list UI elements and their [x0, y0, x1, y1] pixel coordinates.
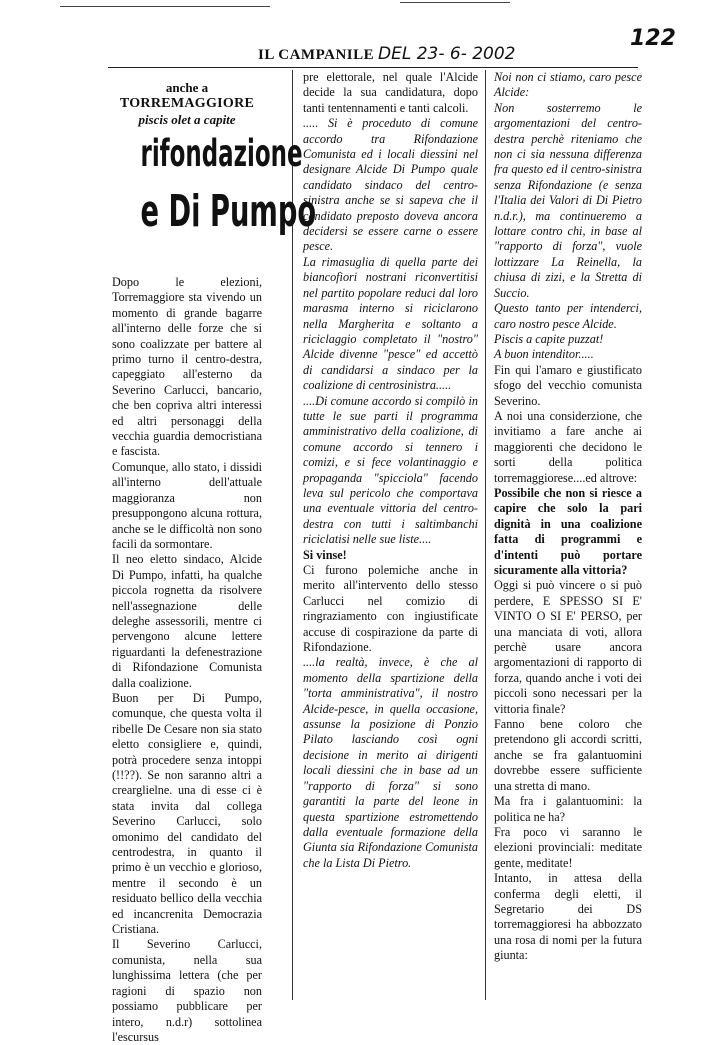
paragraph: Il neo eletto sindaco, Alcide Di Pumpo, infatti, ha qualche piccola rognetta da risolvere nell'assegnazione delle deleghe assessorili, mentre ci pervengono alcune lettere riguardanti la defenestrazione di Rifondazione Comunista dalla coalizione. — [112, 552, 262, 690]
quote-exclamation: Si vinse! — [303, 547, 347, 562]
headline-location: TORREMAGGIORE — [119, 96, 255, 111]
paragraph: Ci furono polemiche anche in merito all'intervento dello stesso Carlucci nel comizio di ringraziamento con ingiustificate accuse di cospirazione da parte di Rifondazione. — [303, 563, 478, 655]
quote-paragraph: ..... Si è proceduto di comune accordo tra Rifondazione Comunista ed i locali diessini nel designare Alcide Di Pumpo quale candidato sindaco del centro-sinistra anche se si sapeva che il candidato preposto doveva ancora decidersi se essere carne o essere pesce. — [303, 116, 478, 254]
headline-title-line2: e Di Pumpo — [140, 186, 317, 237]
paragraph: Fanno bene coloro che pretendono gli accordi scritti, anche se fra galantuomini dovrebbe essere sufficiente una stretta di mano. — [494, 717, 642, 793]
headline-subtitle: piscis olet a capite — [138, 112, 236, 127]
quote-paragraph: ....Di comune accordo si compilò in tutte le sue parti il programma amministrativo della coalizione, di comune accordo si tennero i comizi, e si fece volantinaggio e propaganda "spicciola" facendo leva sul pericolo che comportava una eventuale vittoria del centro-destra con tutti i saltimbanchi riciclatisi nelle sue liste.... — [303, 393, 478, 547]
headline-title-line1: rifondazione — [140, 132, 303, 175]
paragraph: Fra poco vi saranno le elezioni provinciali: meditate gente, meditate! — [494, 824, 642, 870]
quote-paragraph: Non sosterremo le argomentazioni del centro-destra perchè riteniamo che non ci sia nessuna differenza fra questo ed il centro-sinistra senza Rifondazione (e senza l'Italia dei Valori di Di Pietro n.d.r.), ma continueremo a lottare contro chi, in base al "rapporto di forza", vuole lottizzare La Reinella, la chiusa di zizi, e la Stretta di Succio. — [494, 100, 642, 300]
paragraph: Comunque, allo stato, i dissidi all'interno dell'attuale maggioranza non presuppongono alcuna rottura, anche se le difficoltà non sono facili da sormontare. — [112, 459, 262, 551]
quote-paragraph: ....la realtà, invece, è che al momento della spartizione della "torta amministrativa", il nostro Alcide-pesce, in quella occasione, assunse la posizione di Ponzio Pilato lasciando così ogni decisione in merito ai dirigenti locali diessini che in base ad un "rapporto di forza" si sono garantiti la parte del leone in questa spartizione estromettendo dalla eventuale formazione della Giunta sia Rifondazione Comunista che la Lista Di Pietro. — [303, 655, 478, 870]
paragraph: Buon per Di Pumpo, comunque, che questa volta il ribelle De Cesare non sia stato eletto consigliere e, quindi, potrà procedere senza intoppi (!!??). Se non saranno altri a crearglielne. una di esse ci è stata invita dal collega Severino Carlucci, solo omonimo del candidato del centrodestra, in quanto il primo è un vecchio e glorioso, mentre il secondo è un residuato bellico della vecchia ed incancrenita Democrazia Cristiana. — [112, 690, 262, 937]
paragraph: Intanto, in attesa della conferma degli eletti, il Segretario dei DS torremaggioresi ha abbozzato una rosa di nomi per la futura giunta: — [494, 871, 642, 963]
headline-kicker: anche a — [165, 80, 209, 95]
paragraph: A noi una considerzione, che invitiamo a fare anche ai maggiorenti che decidono le sorti della politica torremaggiorese....ed altrove: — [494, 408, 642, 485]
paragraph: Dopo le elezioni, Torremaggiore sta vivendo un momento di grande bagarre all'interno delle forze che si sono coalizzate per battere al primo turno il centro-destra, capeggiato all'esterno da Severino Carlucci, bancario, che ben copriva altri interessi ed altri personaggi della vecchia guardia democristiana e fascista. — [112, 275, 262, 459]
bold-paragraph: Possibile che non si riesce a capire che solo la pari dignità in una coalizione fatta di programmi e d'intenti può portare sicuramente alla vittoria? — [494, 485, 642, 577]
article-column-1 — [112, 275, 262, 1045]
paragraph: pre elettorale, nel quale l'Alcide decide la sua candidatura, dopo tanti tentennamenti e tanti calcoli. — [303, 70, 478, 115]
paragraph: Il Severino Carlucci, comunista, nella sua lunghissima lettera (che per ragioni di spazio non possiamo pubblicare per intero, n.d.r) sottolinea l'escursus — [112, 937, 262, 1044]
article-column-3 — [494, 70, 642, 964]
handwritten-date: DEL 23- 6- 2002 — [378, 44, 516, 64]
paragraph: Oggi si può vincere o si può perdere, E SPESSO SI E' VINTO O SI E' PERSO, per una manciata di voti, allora perchè usare ancora argomentazioni di rapporto di forza, quando anche i voti dei piccoli sono necessari per la vittoria finale? — [494, 578, 642, 716]
quote-paragraph: A buon intenditor..... — [494, 347, 594, 362]
newspaper-masthead: IL CAMPANILE — [258, 47, 375, 63]
paragraph: Ma fra i galantuomini: la politica ne ha? — [494, 794, 642, 824]
article-column-2 — [303, 70, 478, 871]
scan-top-line-right — [400, 2, 510, 3]
quote-paragraph: La rimasuglia di quella parte dei biancofiori nostrani riconvertitisi nel partito popolare reduci dal loro marasma interno si riciclarono nella Margherita e soltanto a riciclaggio completato il "nostro" Alcide divenne "pesce" ed accettò di candidarsi a sindaco per la coalizione di centrosinistra..... — [303, 254, 478, 393]
quote-paragraph: Questo tanto per intenderci, caro nostro pesce Alcide. — [494, 301, 642, 331]
header-rule — [108, 67, 638, 68]
column-divider — [485, 70, 486, 1000]
scan-top-line — [60, 6, 270, 7]
paragraph: Fin qui l'amaro e giustificato sfogo del vecchio comunista Severino. — [494, 362, 642, 408]
headline-block — [112, 80, 317, 240]
quote-paragraph: Piscis a capite puzzat! — [494, 331, 604, 346]
quote-paragraph: Noi non ci stiamo, caro pesce Alcide: — [494, 70, 642, 100]
handwritten-page-number: 122 — [630, 26, 676, 51]
